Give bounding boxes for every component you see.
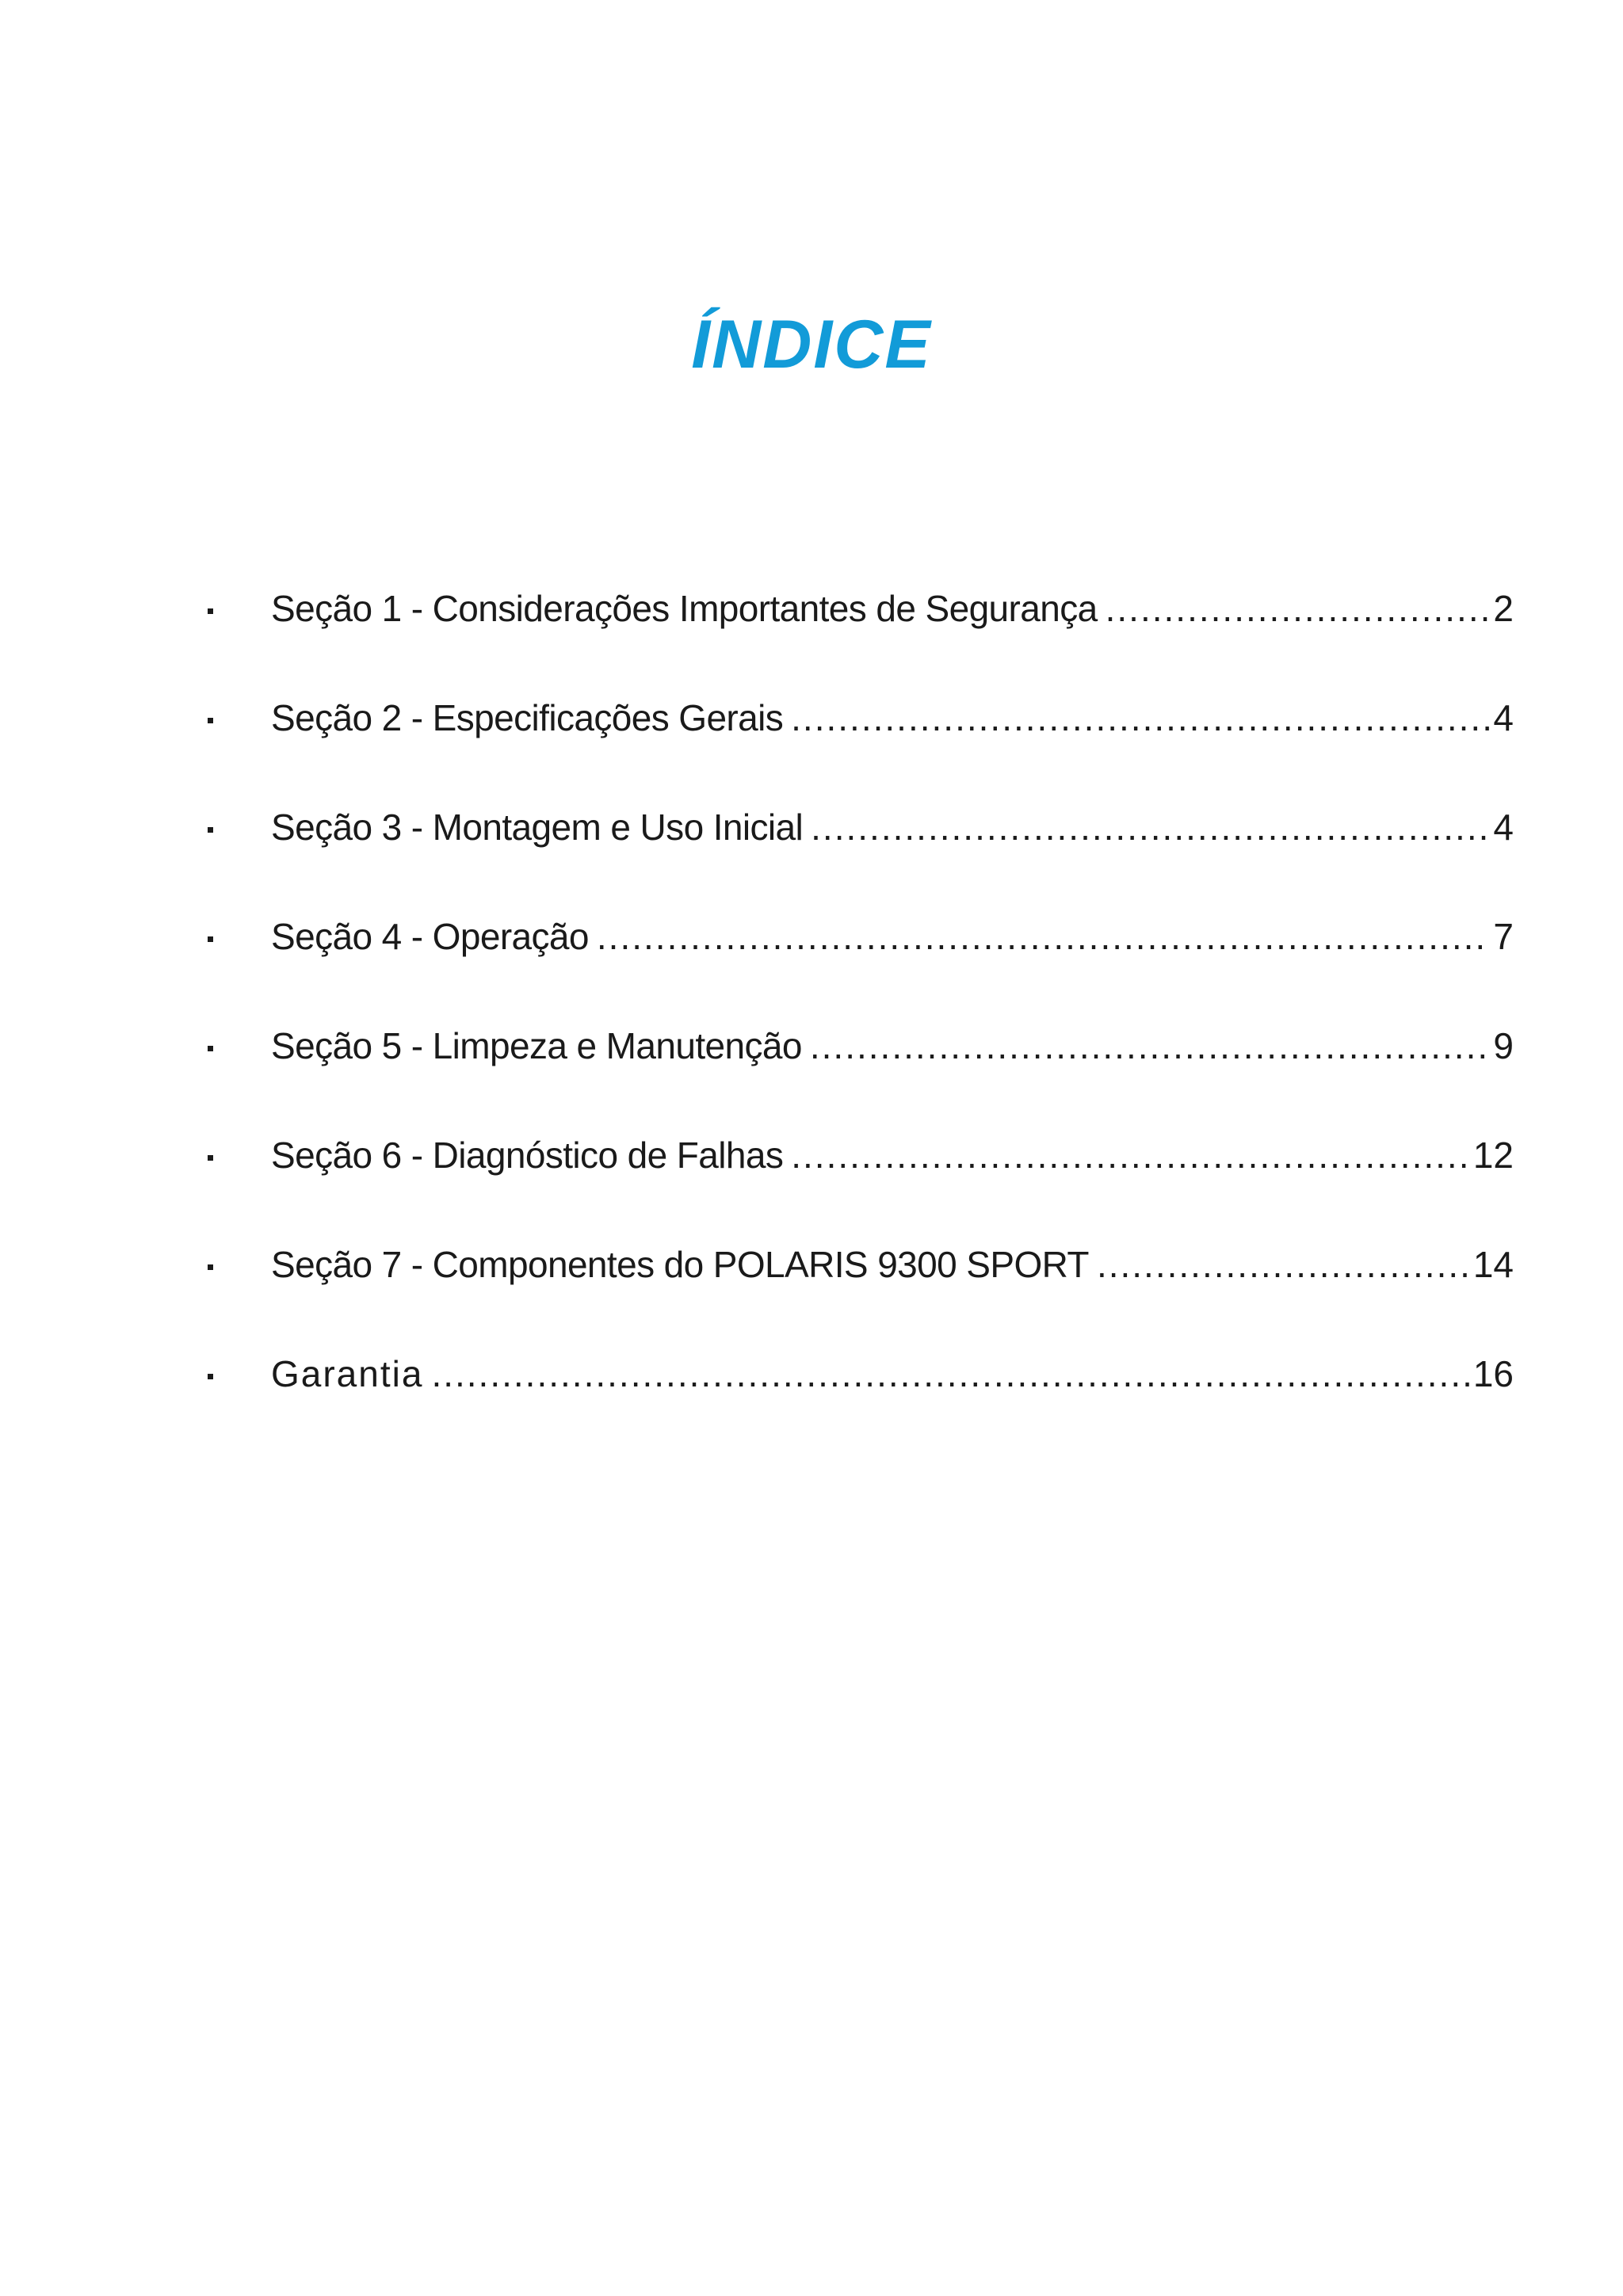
toc-entry-page: 4 (1493, 807, 1514, 848)
toc-entry-line (271, 696, 1514, 740)
toc-entry (208, 696, 1514, 805)
dot-leader (1097, 1242, 1470, 1287)
toc-entry-line (271, 1133, 1514, 1177)
toc-entry-page: 4 (1493, 697, 1514, 738)
bullet-icon (208, 936, 213, 942)
toc-entry-label: Seção 5 - Limpeza e Manutenção (271, 1025, 802, 1066)
toc-entry-page: 9 (1493, 1025, 1514, 1066)
toc-entry (208, 1242, 1514, 1352)
dot-leader (810, 1024, 1491, 1068)
toc-entry-line (271, 1242, 1514, 1287)
bullet-icon (208, 1155, 213, 1161)
dot-leader (811, 805, 1490, 849)
toc-entry (208, 914, 1514, 1024)
bullet-icon (208, 718, 213, 723)
toc-entry-label: Garantia (271, 1353, 424, 1394)
bullet-icon (208, 827, 213, 833)
toc-entry (208, 1352, 1514, 1461)
toc-entry-line (271, 1024, 1514, 1068)
toc-entry (208, 805, 1514, 914)
toc-entry-page: 16 (1472, 1353, 1514, 1394)
toc-entry-label: Seção 6 - Diagnóstico de Falhas (271, 1135, 784, 1176)
page-title: ÍNDICE (691, 307, 932, 383)
dot-leader (431, 1352, 1469, 1396)
bullet-icon (208, 1264, 213, 1270)
toc-entry-page: 14 (1472, 1244, 1514, 1285)
toc-entry-label: Seção 3 - Montagem e Uso Inicial (271, 807, 804, 848)
toc-entry (208, 586, 1514, 696)
bullet-icon (208, 1046, 213, 1051)
bullet-icon (208, 608, 213, 614)
toc-entry (208, 1024, 1514, 1133)
toc-entry-line (271, 586, 1514, 631)
toc-entry-page: 7 (1493, 916, 1514, 957)
toc-entry-page: 2 (1493, 588, 1514, 629)
bullet-icon (208, 1374, 213, 1379)
toc-entry-label: Seção 2 - Especificações Gerais (271, 697, 784, 738)
toc-entry (208, 1133, 1514, 1242)
toc-entry-line (271, 914, 1514, 959)
dot-leader (1106, 586, 1491, 631)
dot-leader (791, 1133, 1470, 1177)
toc-entry-label: Seção 4 - Operação (271, 916, 589, 957)
toc-entry-line (271, 805, 1514, 849)
toc-entry-label: Seção 7 - Componentes do POLARIS 9300 SPORT (271, 1244, 1089, 1285)
dot-leader (791, 696, 1490, 740)
table-of-contents (208, 586, 1514, 1461)
toc-entry-label: Seção 1 - Considerações Importantes de Segurança (271, 588, 1098, 629)
toc-entry-line (271, 1352, 1514, 1396)
dot-leader (597, 914, 1491, 959)
toc-entry-page: 12 (1472, 1135, 1514, 1176)
